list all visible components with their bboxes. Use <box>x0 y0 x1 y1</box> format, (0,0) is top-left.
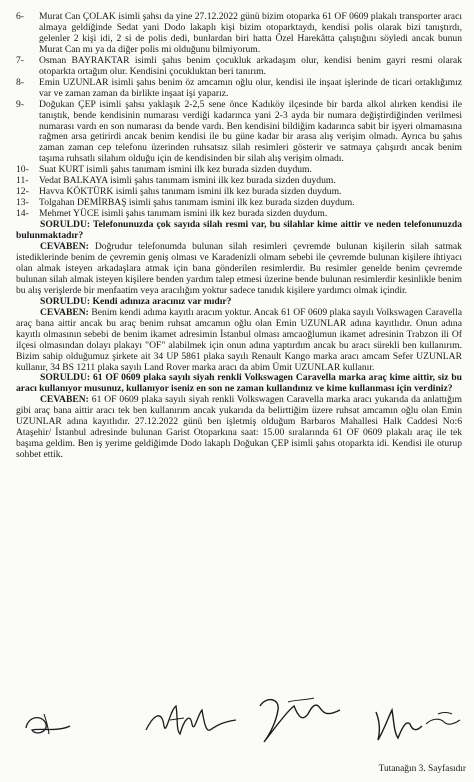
signature-1 <box>18 706 78 746</box>
statement-item <box>16 12 462 56</box>
answer <box>16 242 462 297</box>
signature-4 <box>370 700 466 746</box>
statement-number: 9- <box>16 98 24 110</box>
answer-label: CEVABEN: <box>40 394 89 406</box>
statement-text: Tolgahan DEMİRBAŞ isimli şahıs tanımam ismini ilk kez burada sizden duydum. <box>39 197 355 209</box>
question: SORULDU: Kendi adınıza aracınız var mıdır? <box>40 295 232 307</box>
question: SORULDU: Telefonunuzda çok sayıda silah resmi var, bu silahlar kime aittir ve neden telefonunuzda bulunmaktadır? <box>16 219 462 242</box>
question-answer-section <box>16 220 462 461</box>
question: SORULDU: 61 OF 0609 plaka sayılı siyah renkli Volkswagen Caravella marka araç kime aittir, siz bu aracı kullanıyor musunuz, kullanıyor iseniz en son ne zaman kullandınız ve kime kullanması için verdiniz? <box>16 372 462 395</box>
answer <box>16 308 462 374</box>
statement-number: 14- <box>16 208 29 220</box>
signature-row <box>0 700 474 750</box>
statement-number: 7- <box>16 54 24 66</box>
statement-text: Osman BAYRAKTAR isimli şahıs benim çocukluk arkadaşım olur, kendisi benim gayri resmi olarak otoparkta ortağım olur. Kendisini çocukluktan beri tanırım. <box>39 54 462 77</box>
statement-number: 8- <box>16 76 24 88</box>
answer-text: 61 OF 0609 plaka sayılı siyah renkli Volkswagen Caravella marka aracı yukarıda da anlattığım gibi araç bana aittir aracı tek ben kullanırım ancak yukarıda da belirttiğim üzere ruhsat amcamın oğlu olan Emin UZUNLAR adına kayıtlıdır. 27.12.2022 günü ben işletmiş olduğum Barbaros Mahallesi Halk Caddesi No:6 Ataşehir/ İstanbul adresinde bulunan Garist Otoparkına saat: 15.00 sıralarında 61 OF 0609 plakalı araç ile tek başıma geldim. Ben iş yerime geldiğimde Dodo lakaplı Doğukan ÇEP isimli şahıs otoparkta idi. Kendisi ile oturup sohbet ettik. <box>16 394 462 461</box>
statement-text: Mehmet YÜCE isimli şahıs tanımam ismini ilk kez burada sizden duydum. <box>39 208 328 220</box>
statement-number: 12- <box>16 186 29 198</box>
answer-text: Benim kendi adıma kayıtlı aracım yoktur. Ancak 61 OF 0609 plaka sayılı Volkswagen Caravella araç bana aittir ancak bu araç benim ruhsat amcamın oğlu olan Emin UZUNLAR adına kayıtlıdır. Onun adına kayıtlı olmasının sebebi de benim ikamet adresimin İstanbul olması amcaoğlumun ikamet adresinin Trabzon ili Of ilçesi olmasından dolayı plakayı "OF" alabilmek için onun adına yaptırdım ancak bu aracı sürekli ben kullanırım. Bizim sahip olduğumuz şirkete ait 34 UP 5861 plaka sayılı Renault Kango marka aracı amcam Sefer UZUNLAR kullanır, 34 BS 1211 plaka sayılı Land Rover marka aracı da abim Ümit UZUNLAR kullanır. <box>16 306 462 373</box>
statement-item <box>16 78 462 100</box>
answer-label: CEVABEN: <box>40 306 89 318</box>
statement-number: 11- <box>16 175 29 187</box>
answer <box>16 395 462 461</box>
signature-2 <box>140 700 250 746</box>
statement-text: Havva KÖKTÜRK isimli şahıs tanımam ismini ilk kez burada sizden duydum. <box>39 186 342 198</box>
signature-3 <box>250 692 350 748</box>
statement-item <box>16 100 462 166</box>
statement-item <box>16 56 462 78</box>
statement-text: Emin UZUNLAR isimli şahıs benim öz amcamın oğlu olur, kendisi ile inşaat işlerinde de ticari ortaklığımız var ve zaman zaman da birlikte inşaat işi yaparız. <box>39 76 462 99</box>
page-footer: Tutanağın 3. Sayfasıdır <box>378 764 466 774</box>
statement-number: 13- <box>16 197 29 209</box>
statement-text: Vedat BALKAYA isimli şahıs tanımam ismini ilk kez burada sizden duydum. <box>39 175 336 187</box>
statement-text: Suat KURT isimli şahıs tanımam ismini ilk kez burada sizden duydum. <box>39 164 312 176</box>
document-body <box>16 12 462 461</box>
statement-number: 6- <box>16 11 24 22</box>
answer-label: CEVABEN: <box>40 241 89 253</box>
statement-text: Murat Can ÇOLAK isimli şahsı da yine 27.12.2022 günü bizim otoparka 61 OF 0609 plakalı transporter aracı almaya geldiğinde Sedat yani Dodo lakaplı kişi bizim otoparktaydı, kendisi polis olarak bizi tanıştırdı, gelenler 2 kişi idi, 2 si de polis dedi, bunlardan biri hatta Özel Harekâtta çalıştığını söyledi ancak bunun Murat Can mı ya da diğer polis mi olduğunu bilmiyorum. <box>39 11 462 55</box>
answer-text: Doğrudur telefonumda bulunan silah resimleri çevremde bulunan kişilerin silah satmak istediklerinde benim de çevremin geniş olması ve Karadenizli olmam sebebi ile çevremde bulunan kişilere ihtiyacı olan almak isteyen arkadaşlara atmak için bana gönderilen resimlerdir. Bu resimler genelde benim çevremde bulunan silah almak isteyen kişilere benden yardım talep etmesi üzerine bende bulunan resimlerdir kesinlikle benim bu alış verişlerde bir menfaatim veya aracılığım yoktur sadece tanıdık kişilere yardımcı olmak içindir. <box>16 241 462 296</box>
statement-number: 10- <box>16 164 29 176</box>
statement-text: Doğukan ÇEP isimli şahsı yaklaşık 2-2,5 sene önce Kadıköy ilçesinde bir barda alkol alırken kendisi ile tanıştık, bende kendisinin numarası verdiği kadarınca yani 2-3 ayda bir numara değiştirdiğinden verilmesi numarası vardı en son numarası da bende vardı. Ben kendisini bildiğim kadarınca sabit bir işyeri olmamasına rağmen arsa getirirdi ancak benim kendisi ile bu güne kadar bir arasa alış verişim olmadı. Ayrıca bu şahıs zaman zaman cep telefonu üzerinden ruhsatsız silah resimleri gösterir ve satmaya çalışırdı ancak benim taşıma ruhsatlı silahım olduğu için de kendisinden bir silah alış verişim olmadı. <box>39 98 462 165</box>
numbered-statement-list <box>16 12 462 220</box>
